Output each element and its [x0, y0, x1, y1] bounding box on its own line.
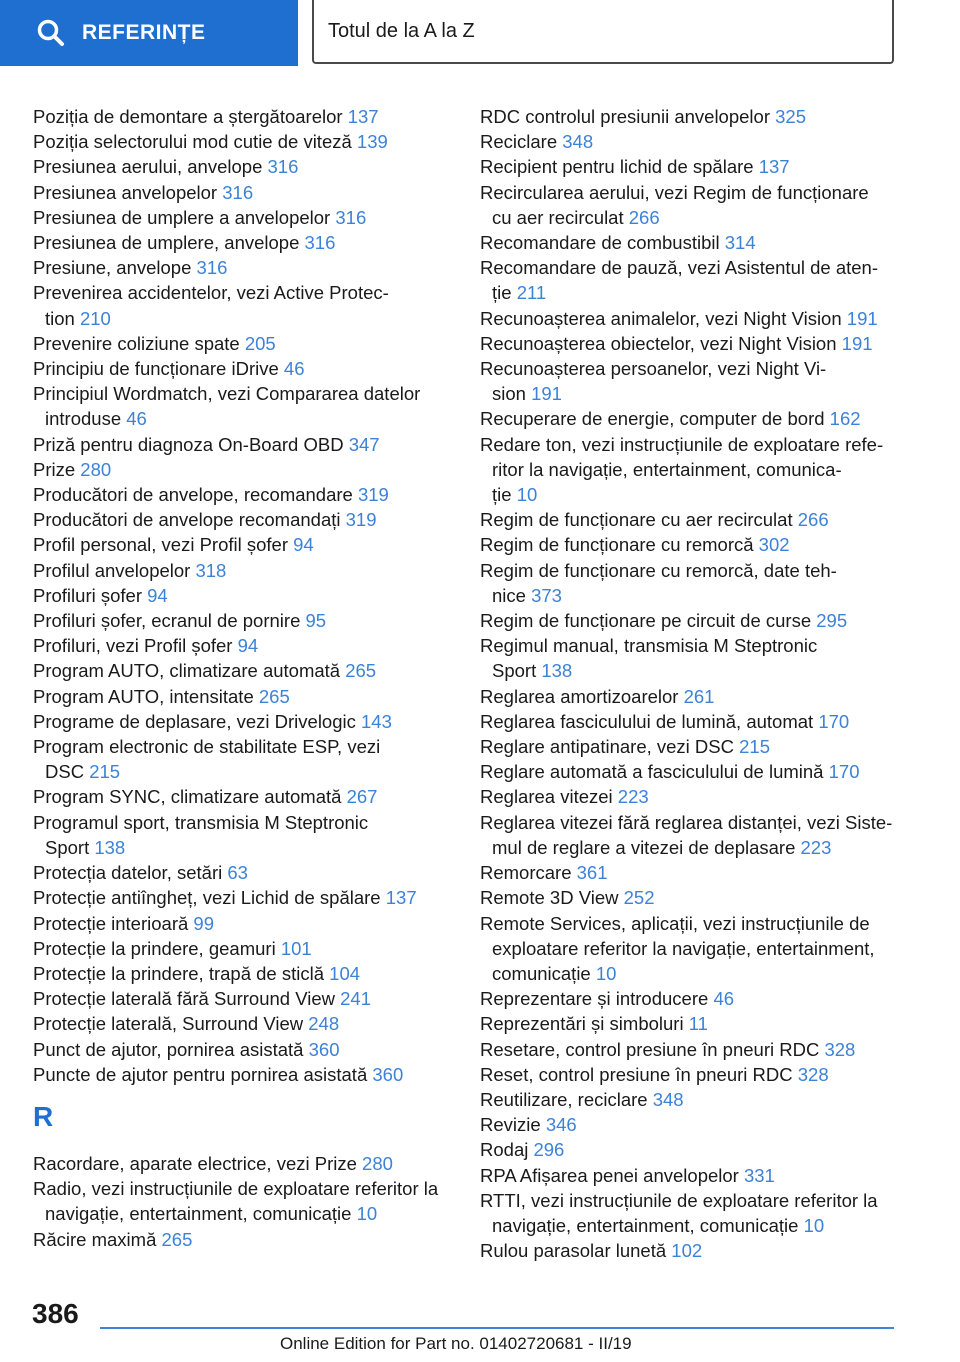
index-entry	[33, 356, 453, 381]
page-link[interactable]: 266	[628, 206, 660, 228]
search-icon	[36, 18, 66, 48]
index-entry-text: Răcire maximă	[33, 1228, 157, 1250]
index-entry-text: Recircularea aerului, vezi Regim de funcționare	[480, 181, 869, 203]
index-entry-text: Recunoașterea obiectelor, vezi Night Vision	[480, 332, 837, 354]
index-entry	[480, 104, 910, 129]
index-entry-text: Reset, control presiune în pneuri RDC	[480, 1063, 793, 1085]
index-entry	[480, 633, 910, 683]
page-link[interactable]: 10	[356, 1203, 378, 1225]
index-entry-text: Reglare automată a fasciculului de lumină	[480, 761, 824, 783]
index-entry	[33, 1062, 453, 1087]
index-entry	[480, 255, 910, 305]
index-entry-text: Profiluri șofer, ecranul de pornire	[33, 610, 301, 632]
index-entry-text: Producători de anvelope, recomandare	[33, 484, 353, 506]
page-link[interactable]: 265	[258, 685, 290, 707]
page-link[interactable]: 170	[818, 710, 850, 732]
index-entry-continuation: exploatare referitor la navigație, entertainment,	[492, 937, 875, 959]
index-entry-text: Regim de funcționare pe circuit de curse	[480, 610, 812, 632]
index-column-left	[33, 104, 453, 1252]
index-entry-text: Principiu de funcționare iDrive	[33, 358, 279, 380]
index-entry	[33, 129, 453, 154]
index-entry	[33, 734, 453, 784]
index-entry	[33, 507, 453, 532]
references-tab-label: REFERINȚE	[82, 21, 206, 44]
page-link[interactable]: 316	[267, 156, 299, 178]
index-entry	[480, 1137, 910, 1162]
index-entry-text: Protecție la prindere, trapă de sticlă	[33, 962, 325, 984]
index-entry	[33, 154, 453, 179]
index-entry-continuation: Sport	[492, 660, 537, 682]
page-link[interactable]: 143	[361, 710, 392, 732]
index-entry	[33, 885, 453, 910]
index-list-p	[33, 104, 453, 1087]
index-entry-continuation: sion	[492, 383, 526, 405]
index-entry	[33, 230, 453, 255]
index-entry-text: Resetare, control presiune în pneuri RDC	[480, 1038, 820, 1060]
index-entry	[480, 356, 910, 406]
page-link[interactable]: 348	[652, 1088, 684, 1110]
index-entry	[480, 230, 910, 255]
index-entry-text: Regim de funcționare cu aer recirculat	[480, 509, 793, 531]
page-link[interactable]: 104	[329, 962, 361, 984]
index-entry	[480, 432, 910, 508]
index-entry	[33, 684, 453, 709]
index-entry-text: Recipient pentru lichid de spălare	[480, 156, 754, 178]
index-entry	[480, 684, 910, 709]
index-entry-text: Punct de ajutor, pornirea asistată	[33, 1038, 304, 1060]
index-entry-text: Regim de funcționare cu remorcă	[480, 534, 754, 556]
index-entry	[480, 558, 910, 608]
index-entry	[33, 1151, 453, 1176]
page-link[interactable]: 347	[348, 433, 380, 455]
index-entry-text: Reprezentări și simboluri	[480, 1013, 684, 1035]
index-entry-text: Recomandare de pauză, vezi Asistentul de aten-	[480, 257, 878, 279]
page-link[interactable]: 295	[816, 610, 848, 632]
page-link[interactable]: 316	[222, 181, 254, 203]
index-entry-continuation: DSC	[45, 761, 85, 783]
index-entry	[480, 911, 910, 987]
index-entry-text: Rodaj	[480, 1139, 529, 1161]
index-entry-text: Protecție laterală fără Surround View	[33, 988, 335, 1010]
page-link[interactable]: 252	[623, 887, 655, 909]
index-entry-continuation: ție	[492, 282, 512, 304]
index-entry-text: Prevenirea accidentelor, vezi Active Protec-	[33, 282, 389, 304]
page-link[interactable]: 280	[80, 458, 112, 480]
index-entry	[33, 457, 453, 482]
page-link[interactable]: 162	[829, 408, 861, 430]
index-entry	[480, 507, 910, 532]
index-entry	[33, 658, 453, 683]
index-entry	[33, 784, 453, 809]
index-entry-text: Remote Services, aplicații, vezi instrucțiunile de	[480, 912, 870, 934]
index-entry	[480, 608, 910, 633]
index-entry-text: RPA Afișarea penei anvelopelor	[480, 1164, 739, 1186]
page-link[interactable]: 138	[94, 836, 126, 858]
index-entry-continuation: cu aer recirculat	[492, 206, 624, 228]
index-column-right	[480, 104, 910, 1263]
index-entry	[33, 532, 453, 557]
page-link[interactable]: 373	[531, 584, 562, 606]
index-entry-text: Presiunea de umplere a anvelopelor	[33, 206, 331, 228]
index-entry-text: Reglarea fasciculului de lumină, automat	[480, 710, 814, 732]
page-link[interactable]: 241	[340, 988, 372, 1010]
index-entry	[33, 255, 453, 280]
index-entry-text: Reciclare	[480, 131, 558, 153]
page-link[interactable]: 137	[758, 156, 790, 178]
index-entry-text: Remorcare	[480, 862, 572, 884]
index-entry-text: Reglarea amortizoarelor	[480, 685, 679, 707]
index-entry	[480, 331, 910, 356]
index-entry-text: Protecție la prindere, geamuri	[33, 937, 276, 959]
page-link[interactable]: 191	[531, 383, 562, 405]
page-link[interactable]: 211	[516, 282, 547, 304]
index-entry	[480, 1112, 910, 1137]
page-link[interactable]: 267	[346, 786, 378, 808]
index-entry	[33, 205, 453, 230]
index-entry-text: Prize	[33, 458, 76, 480]
index-entry-text: Profiluri, vezi Profil șofer	[33, 635, 233, 657]
index-entry-text: Priză pentru diagnoza On-Board OBD	[33, 433, 344, 455]
page-link[interactable]: 223	[800, 836, 832, 858]
index-entry-text: Recunoașterea animalelor, vezi Night Vision	[480, 307, 842, 329]
index-entry	[480, 306, 910, 331]
index-entry	[33, 432, 453, 457]
index-entry	[480, 709, 910, 734]
page-link[interactable]: 215	[89, 761, 121, 783]
footer-edition: Online Edition for Part no. 01402720681 - II/19	[280, 1334, 632, 1353]
index-entry	[33, 482, 453, 507]
index-entry-text: Profil personal, vezi Profil șofer	[33, 534, 288, 556]
page-link[interactable]: 95	[305, 610, 327, 632]
section-tab-label: Totul de la A la Z	[328, 19, 475, 42]
index-entry-text: Profiluri șofer	[33, 584, 142, 606]
index-entry-text: Reglare antipatinare, vezi DSC	[480, 736, 734, 758]
page-link[interactable]: 265	[161, 1228, 193, 1250]
index-entry-text: Presiunea aerului, anvelope	[33, 156, 263, 178]
index-entry	[480, 860, 910, 885]
index-entry	[480, 885, 910, 910]
index-entry-text: Regimul manual, transmisia M Steptronic	[480, 635, 818, 657]
page-link[interactable]: 94	[147, 584, 168, 606]
index-entry	[33, 1011, 453, 1036]
page-link[interactable]: 46	[283, 358, 305, 380]
section-tab-a-z[interactable]	[312, 0, 894, 64]
page-link[interactable]: 318	[195, 559, 227, 581]
page-link[interactable]: 280	[362, 1152, 393, 1174]
index-entry-text: Reglarea vitezei fără reglarea distanței, vezi Siste-	[480, 811, 893, 833]
page-link[interactable]: 205	[244, 332, 276, 354]
page-link[interactable]: 63	[227, 862, 248, 884]
index-entry-text: Program AUTO, climatizare automată	[33, 660, 341, 682]
references-tab[interactable]	[0, 0, 298, 66]
index-entry-text: Protecție antiîngheț, vezi Lichid de spălare	[33, 887, 381, 909]
index-entry-text: RTTI, vezi instrucțiunile de exploatare referitor la	[480, 1189, 878, 1211]
index-entry-text: Protecție laterală, Surround View	[33, 1013, 304, 1035]
index-entry-continuation: tion	[45, 307, 75, 329]
index-entry	[33, 936, 453, 961]
index-entry	[33, 280, 453, 330]
index-entry	[33, 1227, 453, 1252]
index-entry-text: Revizie	[480, 1114, 541, 1136]
index-entry-text: Prevenire coliziune spate	[33, 332, 240, 354]
page-link[interactable]: 248	[308, 1013, 340, 1035]
index-entry-text: Radio, vezi instrucțiunile de exploatare referitor la	[33, 1178, 439, 1200]
page-link[interactable]: 139	[356, 131, 388, 153]
index-entry	[480, 1163, 910, 1188]
index-entry-text: Reprezentare și introducere	[480, 988, 709, 1010]
page-link[interactable]: 94	[293, 534, 314, 556]
index-list-r	[33, 1151, 453, 1252]
index-entry	[480, 1087, 910, 1112]
index-entry	[480, 180, 910, 230]
index-entry-text: Reglarea vitezei	[480, 786, 613, 808]
page-link[interactable]: 316	[196, 257, 228, 279]
page-number: 386	[32, 1298, 79, 1329]
index-entry-text: Presiune, anvelope	[33, 257, 192, 279]
index-entry-text: Presiunea anvelopelor	[33, 181, 218, 203]
index-entry	[480, 986, 910, 1011]
page-link[interactable]: 296	[533, 1139, 565, 1161]
index-entry-text: Poziția de demontare a ștergătoarelor	[33, 106, 343, 127]
index-entry	[33, 709, 453, 734]
index-entry	[33, 986, 453, 1011]
index-entry	[33, 558, 453, 583]
page-link[interactable]: 11	[688, 1013, 708, 1035]
page-link[interactable]: 316	[335, 206, 367, 228]
index-entry	[33, 1037, 453, 1062]
index-entry-text: Program electronic de stabilitate ESP, vezi	[33, 736, 381, 758]
index-entry	[33, 608, 453, 633]
index-entry-continuation: introduse	[45, 408, 122, 430]
index-entry-text: Remote 3D View	[480, 887, 619, 909]
index-entry-text: Program AUTO, intensitate	[33, 685, 254, 707]
index-entry	[480, 784, 910, 809]
page-link[interactable]: 223	[617, 786, 649, 808]
index-entry-text: Racordare, aparate electrice, vezi Prize	[33, 1152, 357, 1174]
section-letter: R	[33, 1100, 54, 1132]
page-link[interactable]: 210	[79, 307, 111, 329]
page-link[interactable]: 101	[280, 937, 312, 959]
index-entry	[480, 810, 910, 860]
index-entry	[33, 331, 453, 356]
index-entry-text: Regim de funcționare cu remorcă, date teh-	[480, 559, 837, 581]
index-entry	[33, 860, 453, 885]
index-entry	[33, 104, 453, 129]
page-link[interactable]: 348	[562, 131, 594, 153]
index-entry	[33, 911, 453, 936]
page-link[interactable]: 331	[743, 1164, 775, 1186]
index-entry	[33, 1176, 453, 1226]
page-link[interactable]: 261	[683, 685, 715, 707]
index-entry	[480, 759, 910, 784]
index-entry	[33, 583, 453, 608]
index-entry-continuation: mul de reglare a vitezei de deplasare	[492, 836, 796, 858]
index-entry-text: Programe de deplasare, vezi Drivelogic	[33, 710, 356, 732]
page-link[interactable]: 137	[385, 887, 417, 909]
page-link[interactable]: 10	[595, 962, 617, 984]
index-entry	[480, 1037, 910, 1062]
index-entry	[480, 1188, 910, 1238]
index-entry-continuation: ritor la navigație, entertainment, comunica-	[492, 458, 842, 480]
index-entry	[33, 961, 453, 986]
page-link[interactable]: 10	[516, 484, 538, 506]
index-entry	[480, 1011, 910, 1036]
index-entry-text: Programul sport, transmisia M Steptronic	[33, 811, 369, 833]
index-entry	[33, 810, 453, 860]
index-entry-continuation: navigație, entertainment, comunicație	[45, 1203, 352, 1225]
index-entry	[480, 734, 910, 759]
page-link[interactable]: 10	[803, 1214, 825, 1236]
index-entry-text: Protecția datelor, setări	[33, 862, 223, 884]
index-entry-continuation: nice	[492, 584, 526, 606]
page-link[interactable]: 215	[739, 736, 771, 758]
index-entry-text: Recomandare de combustibil	[480, 232, 720, 254]
index-entry	[33, 633, 453, 658]
page-link[interactable]: 314	[724, 232, 756, 254]
page-link[interactable]: 102	[671, 1240, 703, 1262]
page-link[interactable]: 328	[797, 1063, 829, 1085]
page-link[interactable]: 94	[237, 635, 259, 657]
page-link[interactable]: 346	[545, 1114, 577, 1136]
index-entry-continuation: navigație, entertainment, comunicație	[492, 1214, 799, 1236]
index-entry	[480, 532, 910, 557]
page-link[interactable]: 360	[308, 1038, 340, 1060]
index-entry-text: Recuperare de energie, computer de bord	[480, 408, 825, 430]
index-entry	[480, 129, 910, 154]
page-link[interactable]: 137	[347, 106, 379, 127]
index-entry-text: Program SYNC, climatizare automată	[33, 786, 342, 808]
index-entry-continuation: comunicație	[492, 962, 591, 984]
index-entry	[480, 406, 910, 431]
page-header	[0, 0, 960, 66]
index-entry	[480, 1062, 910, 1087]
page-link[interactable]: 302	[758, 534, 790, 556]
page-link[interactable]: 361	[576, 862, 608, 884]
index-entry-text: Principiul Wordmatch, vezi Compararea datelor	[33, 383, 421, 405]
index-entry-text: Redare ton, vezi instrucțiunile de exploatare refe-	[480, 433, 884, 455]
index-entry-text: Recunoașterea persoanelor, vezi Night Vi-	[480, 358, 827, 380]
index-entry-continuation: Sport	[45, 836, 90, 858]
footer-rule	[100, 1327, 894, 1329]
index-list-r-continued	[480, 104, 910, 1263]
page-link[interactable]: 266	[797, 509, 829, 531]
index-entry-text: Rulou parasolar lunetă	[480, 1240, 667, 1262]
page-link[interactable]: 191	[846, 307, 878, 329]
page-link[interactable]: 265	[345, 660, 377, 682]
index-entry	[480, 154, 910, 179]
index-entry	[33, 180, 453, 205]
index-entry	[480, 1238, 910, 1263]
page-link[interactable]: 191	[841, 332, 873, 354]
page-link[interactable]: 46	[126, 408, 147, 430]
page-link[interactable]: 319	[357, 484, 389, 506]
page-link[interactable]: 170	[828, 761, 860, 783]
page-link[interactable]: 325	[775, 106, 806, 127]
index-entry	[33, 381, 453, 431]
index-entry-text: RDC controlul presiunii anvelopelor	[480, 106, 770, 127]
page-link[interactable]: 316	[304, 232, 336, 254]
page-link[interactable]: 319	[345, 509, 377, 531]
page-link[interactable]: 99	[193, 912, 214, 934]
index-entry-continuation: ție	[492, 484, 512, 506]
index-entry-text: Reutilizare, reciclare	[480, 1088, 648, 1110]
page-link[interactable]: 138	[541, 660, 573, 682]
index-entry-text: Puncte de ajutor pentru pornirea asistată	[33, 1063, 368, 1085]
index-entry-text: Protecție interioară	[33, 912, 189, 934]
index-entry-text: Presiunea de umplere, anvelope	[33, 232, 300, 254]
page-link[interactable]: 360	[372, 1063, 404, 1085]
index-entry-text: Producători de anvelope recomandați	[33, 509, 341, 531]
page-link[interactable]: 46	[713, 988, 735, 1010]
page-link[interactable]: 328	[824, 1038, 856, 1060]
index-entry-text: Poziția selectorului mod cutie de viteză	[33, 131, 352, 153]
index-entry-text: Profilul anvelopelor	[33, 559, 191, 581]
